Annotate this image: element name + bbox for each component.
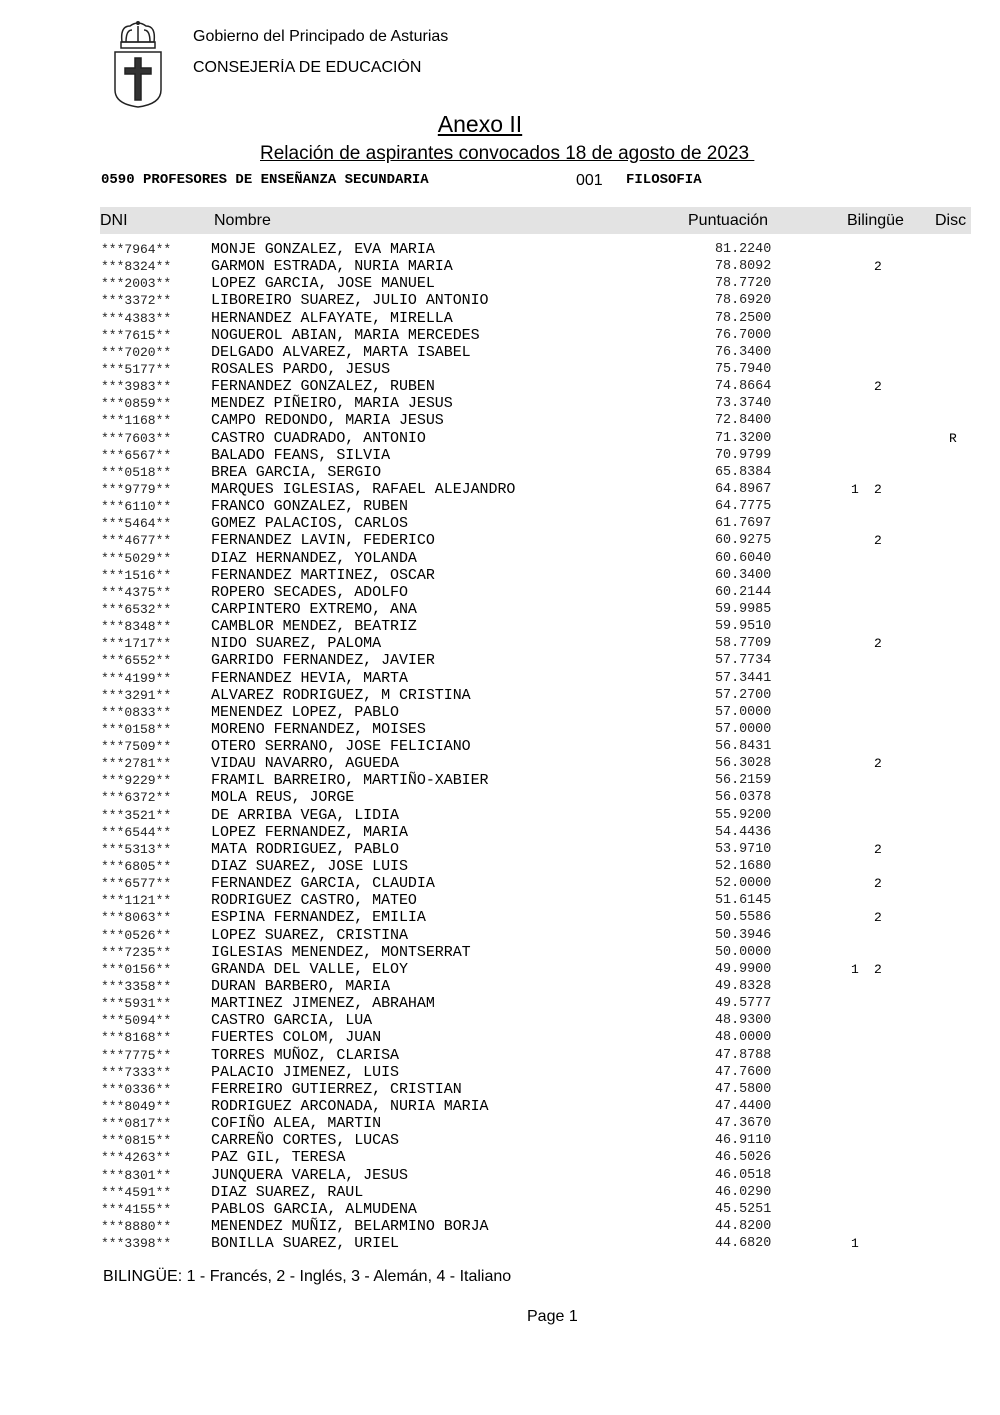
score-cell: 57.2700 (715, 687, 772, 703)
dni-cell: ***1717** (101, 636, 172, 652)
dni-cell: ***0833** (101, 704, 172, 720)
score-cell: 61.7697 (715, 516, 772, 532)
document-title: Anexo II (437, 111, 523, 137)
table-row (0, 635, 1000, 652)
column-header-puntuacion: Puntuación (688, 212, 769, 229)
score-cell: 76.3400 (715, 344, 772, 360)
dni-cell: ***3398** (101, 1236, 172, 1252)
table-row (0, 601, 1000, 618)
score-cell: 65.8384 (715, 464, 772, 480)
table-row (0, 670, 1000, 687)
dni-cell: ***2003** (101, 276, 172, 292)
score-cell: 78.7720 (715, 276, 772, 292)
name-cell: FERNANDEZ GONZALEZ, RUBEN (211, 378, 435, 396)
score-cell: 57.0000 (715, 721, 772, 737)
body-code: 0590 (101, 172, 135, 188)
score-cell: 46.9110 (715, 1133, 772, 1149)
table-row (0, 995, 1000, 1012)
table-row (0, 652, 1000, 669)
table-row (0, 858, 1000, 875)
name-cell: MENENDEZ LOPEZ, PABLO (211, 703, 399, 721)
dni-cell: ***4591** (101, 1184, 172, 1200)
bilingual-french-cell: 1 (851, 481, 859, 497)
dni-cell: ***5094** (101, 1013, 172, 1029)
score-cell: 47.8788 (715, 1047, 772, 1063)
score-cell: 78.2500 (715, 310, 772, 326)
table-row (0, 738, 1000, 755)
score-cell: 76.7000 (715, 327, 772, 343)
score-cell: 81.2240 (715, 242, 772, 257)
dni-cell: ***1121** (101, 893, 172, 909)
dni-cell: ***3358** (101, 979, 172, 995)
score-cell: 60.9275 (715, 533, 772, 549)
dni-cell: ***0518** (101, 464, 172, 480)
table-row (0, 584, 1000, 601)
specialty-code: 001 (576, 172, 603, 189)
name-cell: ALVAREZ RODRIGUEZ, M CRISTINA (211, 686, 471, 704)
table-row (0, 361, 1000, 378)
dni-cell: ***6532** (101, 601, 172, 617)
name-cell: LOPEZ FERNANDEZ, MARIA (211, 823, 408, 841)
dni-cell: ***1516** (101, 567, 172, 583)
dni-cell: ***6805** (101, 859, 172, 875)
name-cell: GARMON ESTRADA, NURIA MARIA (211, 258, 453, 276)
dni-cell: ***7615** (101, 327, 172, 343)
table-row (0, 395, 1000, 412)
score-cell: 64.7775 (715, 499, 772, 515)
table-row (0, 412, 1000, 429)
name-cell: PALACIO JIMENEZ, LUIS (211, 1063, 399, 1081)
table-row (0, 1029, 1000, 1046)
name-cell: MATA RODRIGUEZ, PABLO (211, 840, 399, 858)
dni-cell: ***8880** (101, 1218, 172, 1234)
score-cell: 56.2159 (715, 773, 772, 789)
name-cell: PABLOS GARCIA, ALMUDENA (211, 1200, 417, 1218)
name-cell: TORRES MUÑOZ, CLARISA (211, 1046, 399, 1064)
dni-cell: ***6567** (101, 447, 172, 463)
name-cell: COFIÑO ALEA, MARTIN (211, 1115, 382, 1133)
score-cell: 47.3670 (715, 1116, 772, 1132)
name-cell: FUERTES COLOM, JUAN (211, 1029, 382, 1047)
score-cell: 50.3946 (715, 927, 772, 943)
score-cell: 46.0290 (715, 1184, 772, 1200)
table-row (0, 704, 1000, 721)
name-cell: CAMPO REDONDO, MARIA JESUS (211, 412, 444, 430)
dni-cell: ***5177** (101, 361, 172, 377)
table-row (0, 1167, 1000, 1184)
table-row (0, 1218, 1000, 1235)
dni-cell: ***7333** (101, 1064, 172, 1080)
dni-cell: ***8168** (101, 1030, 172, 1046)
table-row (0, 1235, 1000, 1252)
table-row (0, 532, 1000, 549)
score-cell: 57.7734 (715, 653, 772, 669)
score-cell: 45.5251 (715, 1201, 772, 1217)
name-cell: CASTRO CUADRADO, ANTONIO (211, 429, 426, 447)
name-cell: MENENDEZ MUÑIZ, BELARMINO BORJA (211, 1217, 489, 1235)
name-cell: FRAMIL BARREIRO, MARTIÑO-XABIER (211, 772, 489, 790)
dni-cell: ***0526** (101, 927, 172, 943)
score-cell: 48.0000 (715, 1030, 772, 1046)
name-cell: ROSALES PARDO, JESUS (211, 360, 391, 378)
table-row (0, 275, 1000, 292)
bilingual-english-cell: 2 (874, 481, 882, 497)
score-cell: 52.1680 (715, 859, 772, 875)
table-row (0, 875, 1000, 892)
dni-cell: ***7020** (101, 344, 172, 360)
table-row (0, 1132, 1000, 1149)
dni-cell: ***5313** (101, 841, 172, 857)
table-row (0, 772, 1000, 789)
dni-cell: ***3983** (101, 379, 172, 395)
table-row (0, 344, 1000, 361)
name-cell: VIDAU NAVARRO, AGUEDA (211, 755, 399, 773)
name-cell: MONJE GONZALEZ, EVA MARIA (211, 241, 435, 258)
bilingual-french-cell: 1 (851, 961, 859, 977)
score-cell: 57.0000 (715, 704, 772, 720)
score-cell: 50.0000 (715, 944, 772, 960)
table-row (0, 1081, 1000, 1098)
name-cell: CASTRO GARCIA, LUA (211, 1012, 373, 1030)
body-line (101, 172, 429, 188)
score-cell: 58.7709 (715, 636, 772, 652)
table-row (0, 1012, 1000, 1029)
dni-cell: ***4375** (101, 584, 172, 600)
name-cell: RODRIGUEZ CASTRO, MATEO (211, 892, 417, 910)
score-cell: 56.8431 (715, 739, 772, 755)
dni-cell: ***3372** (101, 293, 172, 309)
score-cell: 60.2144 (715, 584, 772, 600)
score-cell: 78.6920 (715, 293, 772, 309)
score-cell: 49.8328 (715, 979, 772, 995)
score-cell: 44.8200 (715, 1218, 772, 1234)
dni-cell: ***6577** (101, 876, 172, 892)
name-cell: PAZ GIL, TERESA (211, 1149, 346, 1167)
score-cell: 72.8400 (715, 413, 772, 429)
table-row (0, 618, 1000, 635)
table-row (0, 687, 1000, 704)
name-cell: MARTINEZ JIMENEZ, ABRAHAM (211, 995, 435, 1013)
name-cell: CAMBLOR MENDEZ, BEATRIZ (211, 618, 417, 636)
name-cell: LOPEZ SUAREZ, CRISTINA (211, 926, 408, 944)
score-cell: 50.5586 (715, 910, 772, 926)
score-cell: 52.0000 (715, 876, 772, 892)
table-row (0, 515, 1000, 532)
table-row (0, 892, 1000, 909)
score-cell: 60.6040 (715, 550, 772, 566)
score-cell: 55.9200 (715, 807, 772, 823)
dni-cell: ***9229** (101, 773, 172, 789)
table-row (0, 944, 1000, 961)
score-cell: 59.9985 (715, 601, 772, 617)
table-row (0, 961, 1000, 978)
name-cell: FERNANDEZ MARTINEZ, OSCAR (211, 566, 435, 584)
column-header-nombre: Nombre (214, 212, 271, 229)
table-row (0, 1064, 1000, 1081)
dni-cell: ***0336** (101, 1081, 172, 1097)
column-header-dni: DNI (100, 212, 128, 229)
dni-cell: ***7509** (101, 739, 172, 755)
score-cell: 56.3028 (715, 756, 772, 772)
document-subtitle: Relación de aspirantes convocados 18 de agosto de 2023 (260, 143, 755, 164)
dni-cell: ***4263** (101, 1150, 172, 1166)
table-row (0, 567, 1000, 584)
dni-cell: ***8049** (101, 1099, 172, 1114)
dni-cell: ***4383** (101, 310, 172, 326)
score-cell: 46.5026 (715, 1150, 772, 1166)
name-cell: HERNANDEZ ALFAYATE, MIRELLA (211, 309, 453, 327)
table-row (0, 481, 1000, 498)
name-cell: BONILLA SUAREZ, URIEL (211, 1235, 399, 1253)
dni-cell: ***4199** (101, 670, 172, 686)
table-row (0, 909, 1000, 926)
name-cell: DIAZ HERNANDEZ, YOLANDA (211, 549, 417, 567)
dni-cell: ***0815** (101, 1133, 172, 1149)
table-row (0, 447, 1000, 464)
score-cell: 59.9510 (715, 619, 772, 635)
score-cell: 71.3200 (715, 430, 772, 446)
dni-cell: ***6372** (101, 790, 172, 806)
dni-cell: ***8324** (101, 259, 172, 275)
name-cell: GOMEZ PALACIOS, CARLOS (211, 515, 408, 533)
name-cell: FERREIRO GUTIERREZ, CRISTIAN (211, 1080, 462, 1098)
name-cell: NOGUEROL ABIAN, MARIA MERCEDES (211, 326, 480, 344)
table-row (0, 789, 1000, 806)
department-name: CONSEJERÍA DE EDUCACIÓN (193, 59, 422, 76)
name-cell: LOPEZ GARCIA, JOSE MANUEL (211, 275, 435, 293)
score-cell: 75.7940 (715, 361, 772, 377)
score-cell: 49.5777 (715, 996, 772, 1012)
score-cell: 57.3441 (715, 670, 772, 686)
table-row (0, 807, 1000, 824)
score-cell: 47.4400 (715, 1099, 772, 1114)
dni-cell: ***5464** (101, 516, 172, 532)
dni-cell: ***8063** (101, 910, 172, 926)
score-cell: 54.4436 (715, 824, 772, 840)
table-row (0, 1047, 1000, 1064)
name-cell: MOLA REUS, JORGE (211, 789, 355, 807)
bilingual-english-cell: 2 (874, 379, 882, 395)
table-row (0, 292, 1000, 309)
bilingual-english-cell: 2 (874, 876, 882, 892)
bilingual-english-cell: 2 (874, 259, 882, 275)
dni-cell: ***6552** (101, 653, 172, 669)
name-cell: LIBOREIRO SUAREZ, JULIO ANTONIO (211, 292, 489, 310)
bilingual-english-cell: 2 (874, 756, 882, 772)
disc-cell: R (949, 430, 957, 446)
name-cell: NIDO SUAREZ, PALOMA (211, 635, 382, 653)
bilingual-english-cell: 2 (874, 841, 882, 857)
dni-cell: ***8301** (101, 1167, 172, 1183)
score-cell: 70.9799 (715, 447, 772, 463)
name-cell: FERNANDEZ LAVIN, FEDERICO (211, 532, 435, 550)
name-cell: IGLESIAS MENENDEZ, MONTSERRAT (211, 943, 471, 961)
bilingual-french-cell: 1 (851, 1236, 859, 1252)
dni-cell: ***0156** (101, 961, 172, 977)
table-row (0, 1201, 1000, 1218)
name-cell: FERNANDEZ GARCIA, CLAUDIA (211, 875, 435, 893)
name-cell: MORENO FERNANDEZ, MOISES (211, 720, 426, 738)
table-row (0, 978, 1000, 995)
score-cell: 51.6145 (715, 893, 772, 909)
name-cell: DIAZ SUAREZ, RAUL (211, 1183, 364, 1201)
score-cell: 49.9900 (715, 961, 772, 977)
dni-cell: ***8348** (101, 619, 172, 635)
name-cell: GARRIDO FERNANDEZ, JAVIER (211, 652, 435, 670)
dni-cell: ***4155** (101, 1201, 172, 1217)
name-cell: FRANCO GONZALEZ, RUBEN (211, 498, 408, 516)
dni-cell: ***7775** (101, 1047, 172, 1063)
table-row (0, 498, 1000, 515)
score-cell: 48.9300 (715, 1013, 772, 1029)
dni-cell: ***5931** (101, 996, 172, 1012)
column-header-disc: Disc (935, 212, 967, 229)
dni-cell: ***3521** (101, 807, 172, 823)
name-cell: BALADO FEANS, SILVIA (211, 446, 391, 464)
table-row (0, 1149, 1000, 1166)
dni-cell: ***7603** (101, 430, 172, 446)
score-cell: 64.8967 (715, 481, 772, 497)
bilingual-english-cell: 2 (874, 961, 882, 977)
score-cell: 78.8092 (715, 259, 772, 275)
table-row (0, 258, 1000, 275)
table-row (0, 550, 1000, 567)
name-cell: JUNQUERA VARELA, JESUS (211, 1166, 408, 1184)
table-row (0, 755, 1000, 772)
specialty-name: FILOSOFIA (626, 172, 702, 188)
table-row (0, 721, 1000, 738)
bilingual-english-cell: 2 (874, 636, 882, 652)
column-header-bilingue: Bilingüe (847, 212, 904, 229)
bilingual-legend: BILINGÜE: 1 - Francés, 2 - Inglés, 3 - Alemán, 4 - Italiano (103, 1268, 512, 1285)
name-cell: DIAZ SUAREZ, JOSE LUIS (211, 858, 408, 876)
organization-name: Gobierno del Principado de Asturias (193, 28, 449, 45)
score-cell: 44.6820 (715, 1236, 772, 1252)
name-cell: ESPINA FERNANDEZ, EMILIA (211, 909, 426, 927)
dni-cell: ***5029** (101, 550, 172, 566)
table-row (0, 378, 1000, 395)
score-cell: 47.7600 (715, 1064, 772, 1080)
score-cell: 74.8664 (715, 379, 772, 395)
name-cell: MARQUES IGLESIAS, RAFAEL ALEJANDRO (211, 480, 516, 498)
score-cell: 46.0518 (715, 1167, 772, 1183)
score-cell: 73.3740 (715, 396, 772, 412)
dni-cell: ***2781** (101, 756, 172, 772)
name-cell: RODRIGUEZ ARCONADA, NURIA MARIA (211, 1098, 489, 1115)
table-row (0, 927, 1000, 944)
table-row (0, 464, 1000, 481)
name-cell: BREA GARCIA, SERGIO (211, 463, 382, 481)
table-row (0, 241, 1000, 258)
name-cell: DELGADO ALVAREZ, MARTA ISABEL (211, 343, 471, 361)
dni-cell: ***7964** (101, 242, 172, 257)
table-row (0, 430, 1000, 447)
dni-cell: ***9779** (101, 481, 172, 497)
name-cell: DURAN BARBERO, MARIA (211, 978, 391, 996)
score-cell: 60.3400 (715, 567, 772, 583)
dni-cell: ***0859** (101, 396, 172, 412)
score-cell: 47.5800 (715, 1081, 772, 1097)
name-cell: CARREÑO CORTES, LUCAS (211, 1132, 399, 1150)
table-row (0, 327, 1000, 344)
dni-cell: ***4677** (101, 533, 172, 549)
score-cell: 53.9710 (715, 841, 772, 857)
table-row (0, 1184, 1000, 1201)
bilingual-english-cell: 2 (874, 910, 882, 926)
bilingual-english-cell: 2 (874, 533, 882, 549)
dni-cell: ***3291** (101, 687, 172, 703)
name-cell: ROPERO SECADES, ADOLFO (211, 583, 408, 601)
dni-cell: ***6110** (101, 499, 172, 515)
table-row (0, 310, 1000, 327)
dni-cell: ***7235** (101, 944, 172, 960)
dni-cell: ***1168** (101, 413, 172, 429)
page-number: Page 1 (527, 1308, 578, 1325)
score-cell: 56.0378 (715, 790, 772, 806)
name-cell: FERNANDEZ HEVIA, MARTA (211, 669, 408, 687)
table-row (0, 1115, 1000, 1132)
dni-cell: ***6544** (101, 824, 172, 840)
dni-cell: ***0817** (101, 1116, 172, 1132)
table-header (100, 207, 971, 234)
name-cell: MENDEZ PIÑEIRO, MARIA JESUS (211, 395, 453, 413)
table-row (0, 841, 1000, 858)
table-row (0, 1098, 1000, 1115)
name-cell: CARPINTERO EXTREMO, ANA (211, 600, 417, 618)
body-name: PROFESORES DE ENSEÑANZA SECUNDARIA (143, 172, 429, 188)
name-cell: OTERO SERRANO, JOSE FELICIANO (211, 738, 471, 756)
table-row (0, 824, 1000, 841)
name-cell: DE ARRIBA VEGA, LIDIA (211, 806, 399, 824)
name-cell: GRANDA DEL VALLE, ELOY (211, 960, 408, 978)
asturias-coat-of-arms-logo (112, 20, 164, 108)
dni-cell: ***0158** (101, 721, 172, 737)
